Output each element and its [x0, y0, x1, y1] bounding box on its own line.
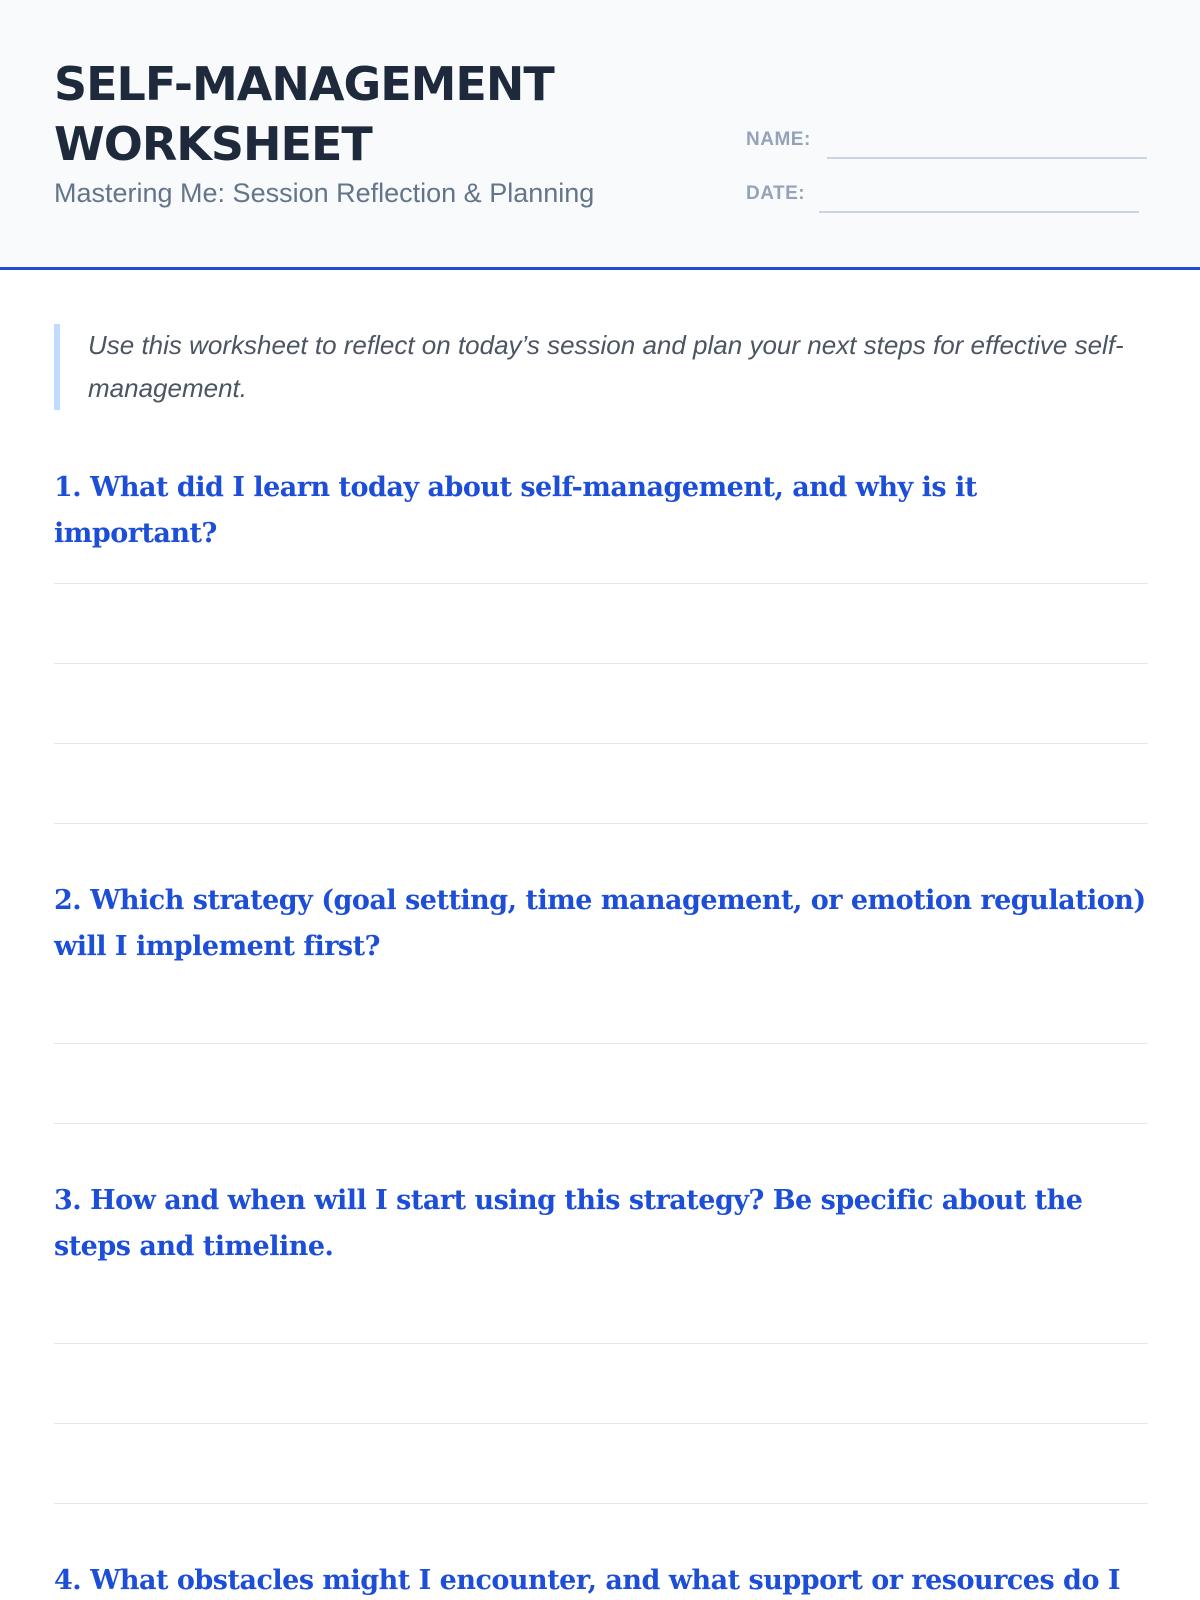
answer-line[interactable]: [54, 1423, 1148, 1424]
question-1: 1. What did I learn today about self-management, and why is it important?: [54, 472, 977, 549]
name-field[interactable]: [827, 157, 1147, 159]
answer-line[interactable]: [54, 743, 1148, 744]
question-4: 4. What obstacles might I encounter, and what support or resources do I: [54, 1565, 1120, 1596]
intro-note: Use this worksheet to reflect on today’s session and plan your next steps for effective self-management.: [54, 324, 1146, 410]
question-2: 2. Which strategy (goal setting, time management, or emotion regulation) will I implement first?: [54, 885, 1146, 962]
name-label: NAME:: [746, 129, 811, 150]
worksheet-header: [0, 0, 1200, 270]
answer-line[interactable]: [54, 1123, 1148, 1124]
answer-line[interactable]: [54, 1343, 1148, 1344]
question-3: 3. How and when will I start using this strategy? Be specific about the steps and timeline.: [54, 1185, 1083, 1262]
date-field[interactable]: [819, 211, 1139, 213]
answer-line[interactable]: [54, 1043, 1148, 1044]
answer-line[interactable]: [54, 1503, 1148, 1504]
date-label: DATE:: [746, 183, 806, 204]
answer-line[interactable]: [54, 663, 1148, 664]
answer-line[interactable]: [54, 823, 1148, 824]
answer-line[interactable]: [54, 583, 1148, 584]
page-subtitle: Mastering Me: Session Reflection & Planning: [54, 178, 595, 208]
page-title: SELF-MANAGEMENT WORKSHEET: [54, 57, 554, 171]
